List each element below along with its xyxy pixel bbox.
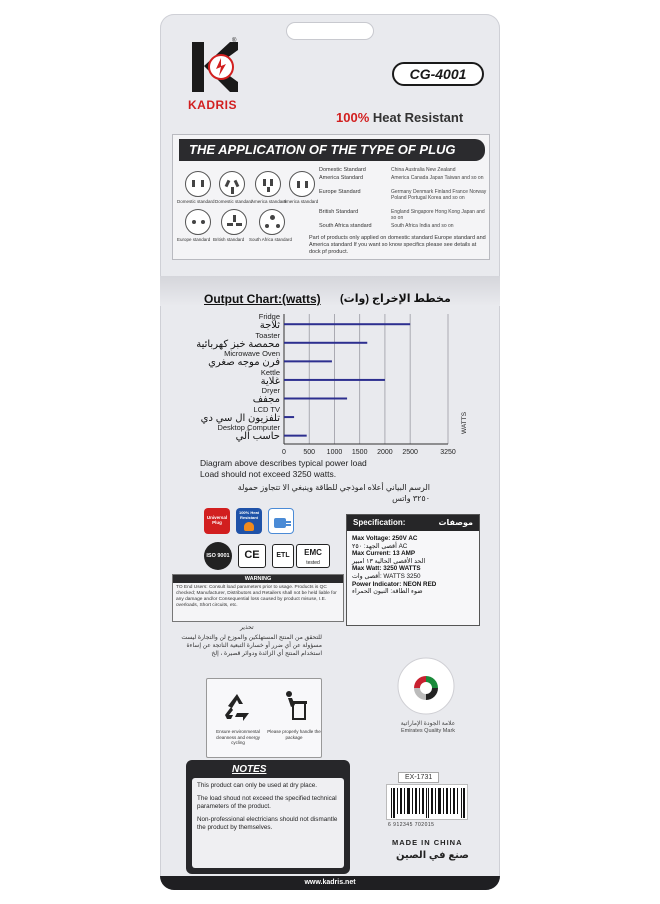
chart-category-label-ar: غلاية <box>260 375 280 387</box>
note-item: The load shoud not exceed the specified technical parameters of the product. <box>197 795 337 810</box>
emirates-quality-mark-icon <box>396 656 456 716</box>
spec-line: Power Indicator: NEON RED <box>352 580 437 588</box>
chart-bar <box>284 435 307 437</box>
package-card <box>160 14 500 890</box>
spec-title-ar: موصفات <box>438 518 473 527</box>
chart-tick-label: 1500 <box>351 449 368 456</box>
barcode <box>386 784 468 820</box>
chart-category-label: Kettle <box>260 367 280 377</box>
europe-socket-icon <box>185 209 211 235</box>
standard-name: Europe Standard <box>319 189 361 195</box>
ce-mark: CE <box>238 544 266 568</box>
notes-list <box>192 778 344 868</box>
trash-bin-icon <box>279 689 309 723</box>
chart-desc-line: Load should not exceed 3250 watts. <box>200 469 337 479</box>
socket-label: British standard <box>213 237 245 242</box>
heat-resistant-label: 100% Heat Resistant <box>238 510 259 520</box>
chart-bar <box>284 416 294 418</box>
standard-countries: China Australia New Zealand <box>391 167 456 173</box>
notes-box <box>186 760 350 874</box>
chart-tick-label: 500 <box>303 449 316 456</box>
socket-label: America standard <box>283 199 319 204</box>
emc-label: EMC <box>304 548 322 557</box>
socket-label: South Africa standard <box>249 237 293 242</box>
america-socket-icon <box>289 171 315 197</box>
svg-text:®: ® <box>232 38 237 44</box>
note-item: This product can only be used at dry place. <box>197 782 318 789</box>
bin-caption: Please properly handle the package <box>267 729 321 740</box>
website-footer: www.kadris.net <box>160 876 500 890</box>
warning-title-ar: تحذير <box>240 625 254 631</box>
socket-label: Europe standard <box>177 237 211 242</box>
chart-description <box>200 458 367 480</box>
hand-plug-badge <box>268 508 294 534</box>
warning-title: WARNING <box>173 575 343 583</box>
heat-resistant-badge <box>236 508 262 534</box>
standard-name: America Standard <box>319 175 364 181</box>
iso-badge: ISO 9001 <box>204 542 232 570</box>
chart-category-label-ar: مجفف <box>252 394 280 406</box>
warning-box <box>172 574 344 622</box>
chart-desc-line: Diagram above describes typical power load <box>200 458 367 468</box>
note-item: Non-professional electricians should not dismantle the product by themselves. <box>197 816 338 831</box>
chart-category-label: LCD TV <box>253 404 280 414</box>
notes-title: NOTES <box>232 764 267 775</box>
hang-hole <box>286 22 374 40</box>
standard-name: British Standard <box>319 209 359 215</box>
universal-plug-label: Universal Plug <box>206 515 228 525</box>
standard-name: South Africa standard <box>319 223 372 229</box>
spec-line: Max Watt: 3250 WATTS <box>352 565 421 573</box>
chart-bar <box>284 398 347 400</box>
chart-bar <box>284 379 385 381</box>
spec-line: ضوء الطاقة: النيون الحمراء <box>352 588 423 596</box>
spec-line: أقصى وات: WATTS 3250 <box>352 572 421 580</box>
chart-category-label: Fridge <box>258 312 280 321</box>
chart-category-labels <box>168 310 280 458</box>
heat-label: Heat Resistant <box>369 110 464 125</box>
socket-label: America standard <box>251 199 287 204</box>
quality-mark-en: Emirates Quality Mark <box>400 728 456 734</box>
chart-category-label-ar: حاسب آلي <box>235 431 280 443</box>
emc-sub-label: tested <box>306 560 320 566</box>
barcode-number: 6 912345 702015 <box>388 822 435 828</box>
chart-desc-ar-line: ٣٢٥٠ واتس <box>392 494 430 503</box>
standard-name: Domestic Standard <box>319 167 366 173</box>
domestic-socket-icon <box>185 171 211 197</box>
flame-icon <box>244 522 254 531</box>
socket-label: Domestic standard <box>177 199 215 204</box>
plug-type-panel <box>172 134 490 260</box>
chart-bar <box>284 360 332 362</box>
kadris-logo <box>190 36 240 98</box>
eco-box <box>206 678 322 758</box>
chart-tick-label: 2500 <box>402 449 418 456</box>
spec-line: Max Current: 13 AMP <box>352 550 416 558</box>
warning-text: TO End Users: Consult load parameters prior to usage. Products is QC checked; Manufacturer, Distributors and Retailers shall not be held liable for any damage and/or Consequential loss caused by product misuse, I.E. overloads, Short circuits, etc. <box>176 585 337 608</box>
brand-name: KADRIS <box>188 98 238 112</box>
standard-countries: America Canada Japan Taiwan and so on <box>391 175 484 181</box>
chart-category-label-ar: تلفزيون ال سي دي <box>200 412 280 424</box>
chart-category-label: Dryer <box>261 386 280 396</box>
heat-resistant-title <box>336 110 463 125</box>
spec-line: أقصى الجهد: ٢٥٠ AC <box>352 542 408 550</box>
etl-mark: ETL <box>272 544 294 568</box>
chart-title: Output Chart:(watts) <box>204 292 321 306</box>
chart-category-label-ar: فرن موجه صغري <box>208 357 280 369</box>
spec-title: Specification: <box>353 518 406 527</box>
standard-countries: South Africa India and so on <box>391 223 454 229</box>
chart-tick-label: 3250 <box>440 449 456 456</box>
chart-category-label: Microwave Oven <box>224 349 280 359</box>
model-number: CG-4001 <box>392 62 484 86</box>
standard-countries: Germany Denmark Finland France Norway Poland Portugal Korea and so on <box>391 189 487 201</box>
british-socket-icon <box>221 209 247 235</box>
chart-category-label-ar: محمصة خبز كهربائية <box>196 338 280 350</box>
universal-plug-badge <box>204 508 230 534</box>
chart-description-ar <box>200 482 430 504</box>
chart-bar <box>284 323 410 325</box>
hand-plug-icon <box>269 509 295 535</box>
heat-percent: 100% <box>336 110 370 125</box>
chart-category-label-ar: ثلاجة <box>259 320 280 331</box>
chart-x-axis-label: WATTS <box>461 411 468 434</box>
warning-text-ar: للتحقق من المنتج المستهلكين والموزع لن والتجارة ليست مسؤولة عن أي ضرر أو خسارة التبعية الناتجة عن إساءة استخدام المنتج أي الزائدة ودوائر قصيرة ، إلخ <box>181 635 322 657</box>
spec-header <box>347 515 479 531</box>
recycle-icon <box>221 691 253 723</box>
quality-mark-ar: علامة الجودة الإماراتية <box>400 721 456 727</box>
domestic-socket-icon <box>219 171 245 197</box>
spec-lines <box>347 531 479 596</box>
specification-box <box>346 514 480 626</box>
barcode-bars <box>387 785 469 821</box>
product-code: EX-1731 <box>398 772 439 783</box>
chart-tick-label: 1000 <box>326 449 343 456</box>
made-in-label-ar: صنع في الصين <box>396 850 469 861</box>
chart-title-ar: مخطط الإخراج (وات) <box>340 293 451 305</box>
socket-label: Domestic standard <box>215 199 253 204</box>
chart-tick-label: 0 <box>282 449 286 456</box>
spec-line: الحد الأقصى الحالية ١٣ امبير <box>352 557 426 565</box>
south-africa-socket-icon <box>259 209 285 235</box>
chart-category-label: Toaster <box>255 330 280 340</box>
chart-tick-label: 2000 <box>377 449 393 456</box>
plug-note: Part of products only applied on domestic standard Europe standard and America standard If you want so know specifics please see details at dock pf product. <box>309 235 486 255</box>
chart-desc-ar-line: الرسم البياني أعلاه اموذجي للطاقة وينبغي الا تتجاوز حمولة <box>237 483 430 492</box>
emc-mark <box>296 544 330 568</box>
standard-countries: England Singapore Hong Kong Japan and so on <box>391 209 485 221</box>
chart-category-label: Desktop Computer <box>217 423 280 433</box>
spec-line: Max Voltage: 250V AC <box>352 535 418 542</box>
recycle-caption: Ensure environmental cleanness and energy cycling <box>215 729 261 745</box>
chart-bar <box>284 342 367 344</box>
america-socket-icon <box>255 171 281 197</box>
made-in-label: MADE IN CHINA <box>392 838 463 847</box>
output-chart <box>280 310 490 458</box>
plug-panel-title: THE APPLICATION OF THE TYPE OF PLUG <box>179 139 485 161</box>
